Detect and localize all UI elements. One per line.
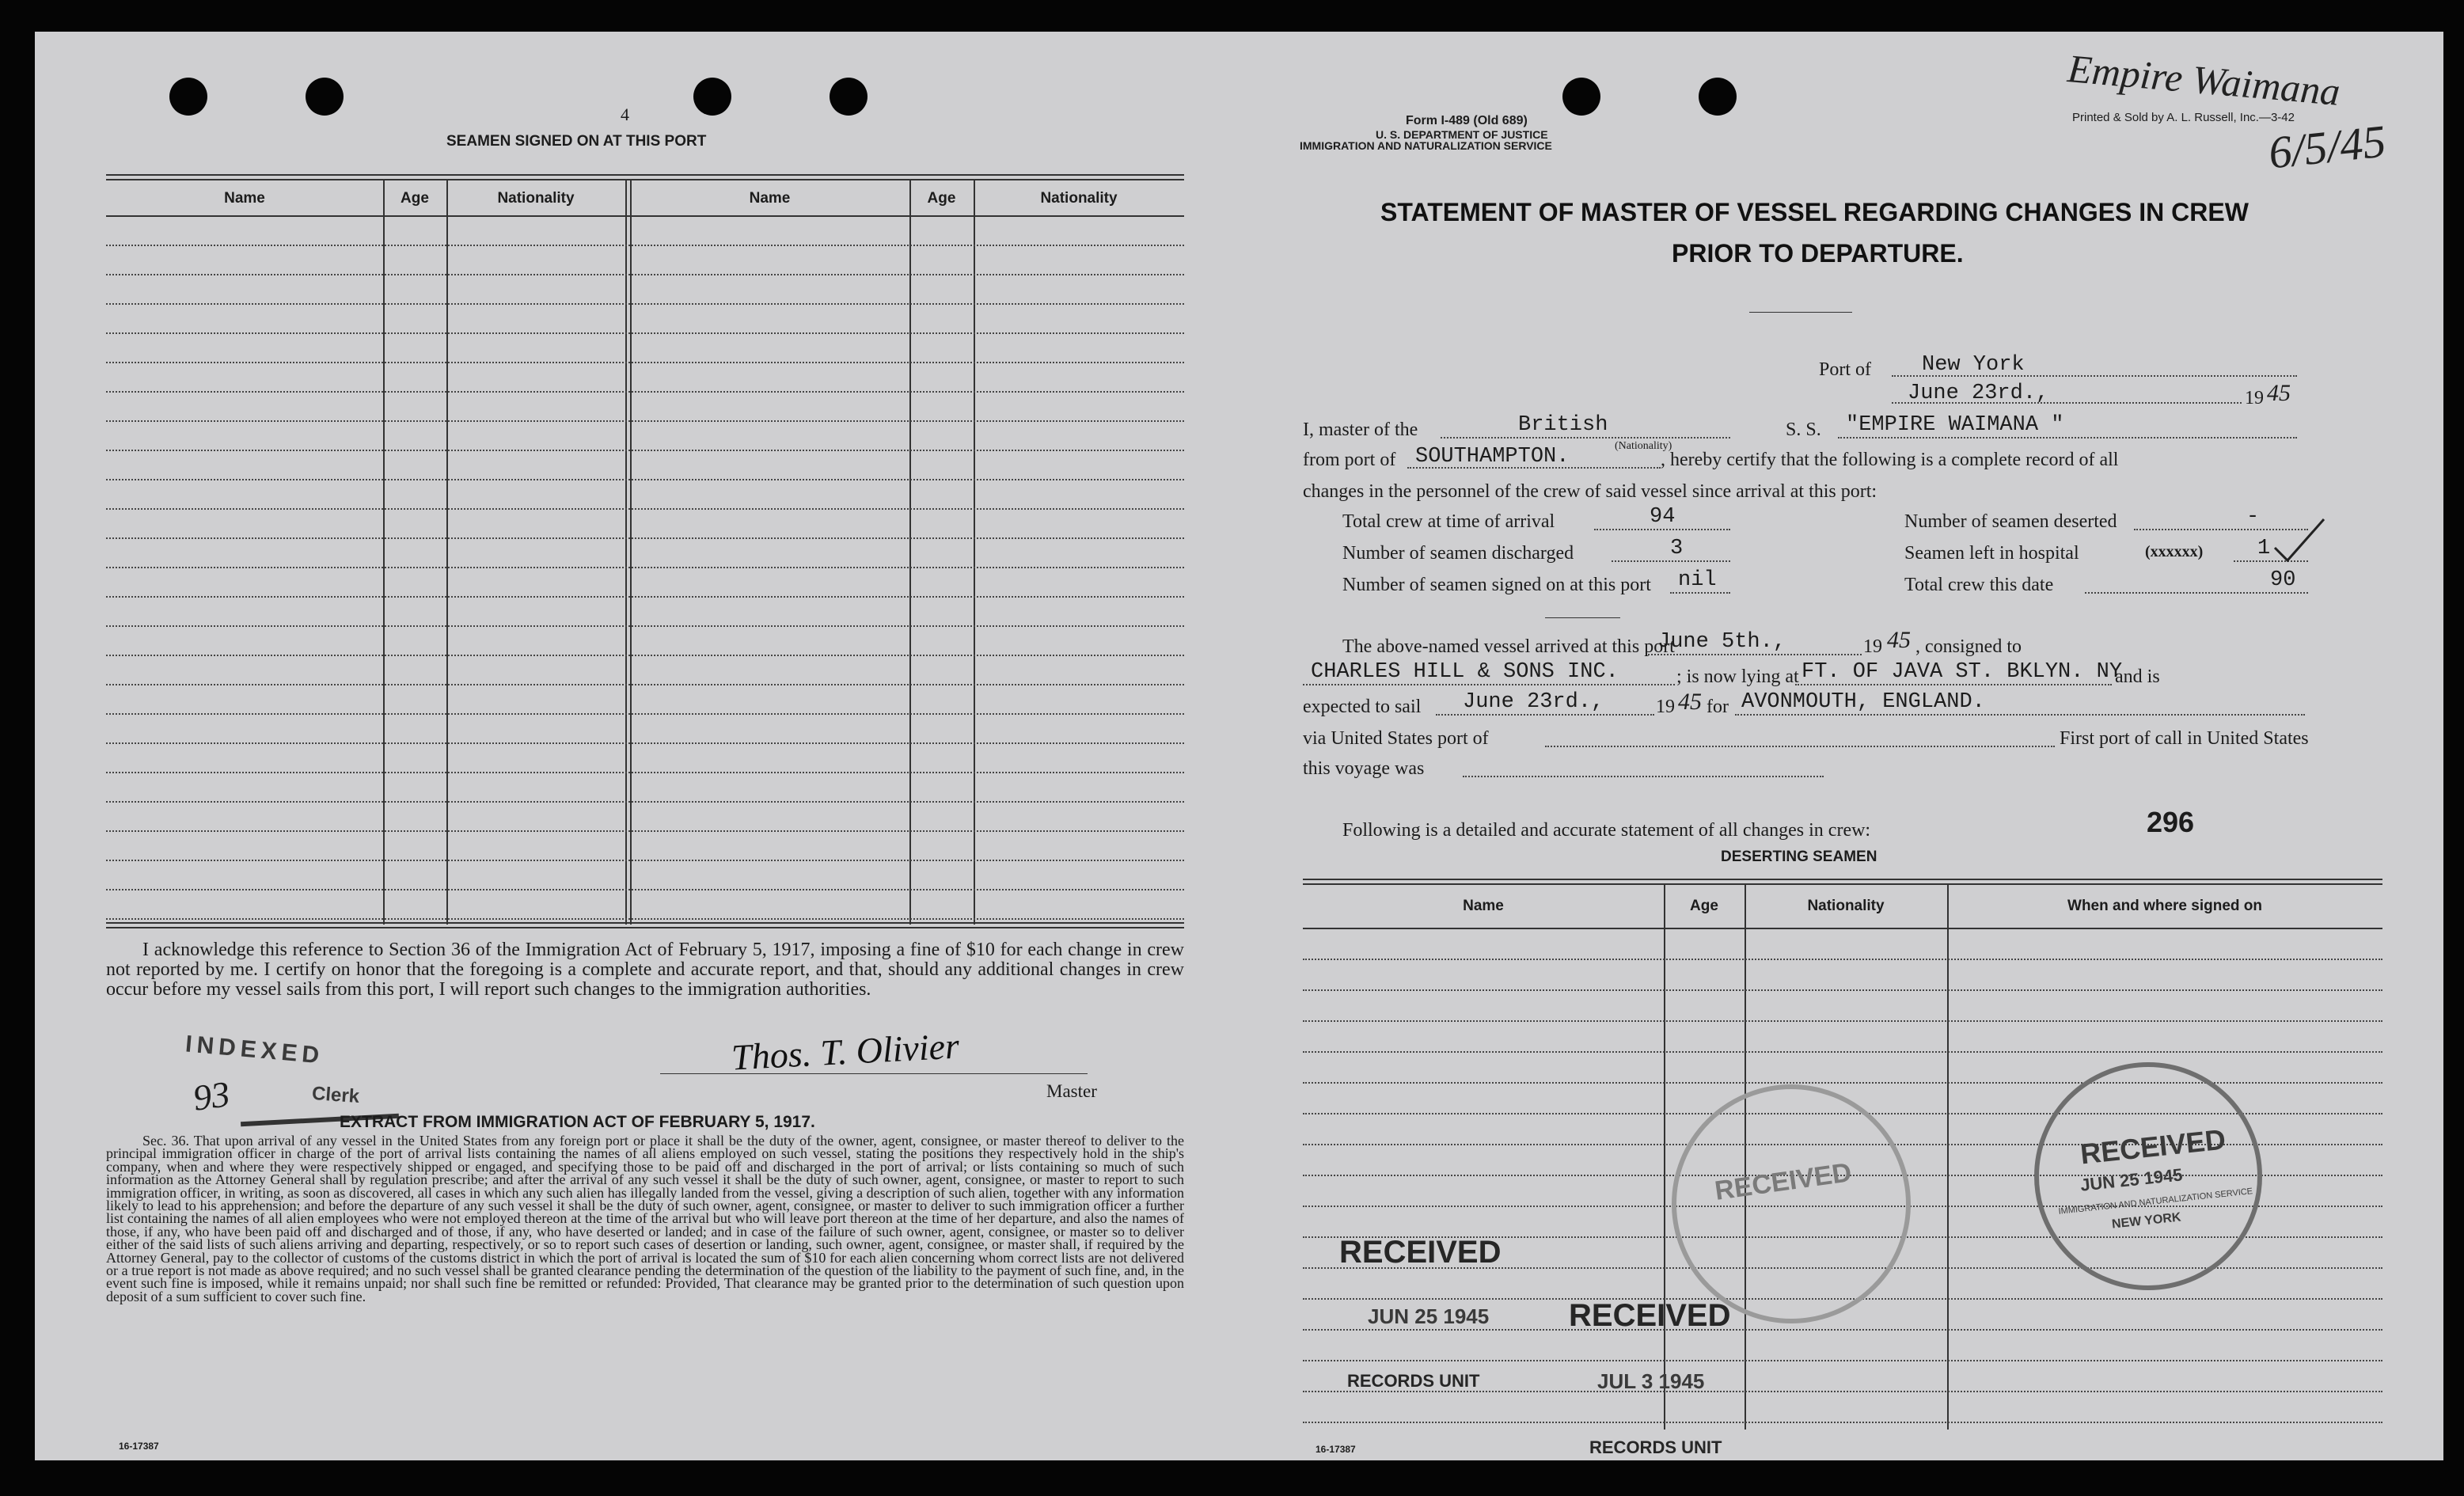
round-stamp-received: RECEIVED xyxy=(2079,1122,2227,1171)
discharged-value: 3 xyxy=(1670,537,1684,560)
table-row xyxy=(106,567,1184,568)
table-row xyxy=(106,860,1184,861)
table-row xyxy=(106,479,1184,480)
consignee: CHARLES HILL & SONS INC. xyxy=(1311,660,1619,684)
arrival-date: June 5th., xyxy=(1657,630,1786,654)
vessel-nationality: British xyxy=(1518,413,1608,437)
column-header-signed-on: When and where signed on xyxy=(2067,898,2262,914)
punch-hole xyxy=(830,78,868,116)
deserted-value: - xyxy=(2246,505,2260,529)
form-code: 16-17387 xyxy=(119,1441,159,1452)
from-port-value: SOUTHAMPTON. xyxy=(1415,445,1570,469)
table-row xyxy=(106,274,1184,275)
round-receipt-stamp xyxy=(2034,1062,2262,1290)
extract-text: Sec. 36. That upon arrival of any vessel in the United States from any foreign port or place it shall be the duty of the owner, agent, consignee, or master thereof to deliver to the principal immigration officer in charge of the port of arrival lists containing the names of all aliens employed on such vessel, stating the positions they respectively hold in the ship's company, when and where they were respectively shipped or engaged, and specifying those to be paid off and discharged in the port of arrival; or lists containing so much of such information as the Attorney General shall by regulation prescribe; and after the arrival of any such vessel it shall be the duty of such owner, agent, consignee, or master to report to such immigration officer, in writing, as soon as discovered, all cases in which any such alien has illegally landed from the vessel, giving a description of such alien, together with any information likely to lead to his apprehension; and before the departure of any such vessel it shall be the duty of such owner, agent, consignee, or master to deliver to such immigration officer a further list containing the names of all alien employees who were not employed thereon at the time of the arrival but who will leave port thereon at the time of her departure, and also the names of those, if any, who have been paid off and discharged and of those, if any, who have deserted or landed; and in case of the failure of such owner, agent, consignee, or master so to deliver either of the said lists of such aliens arriving and departing, respectively, or so to report such cases of desertion or landing, such owner, agent, consignee, or master shall, if required by the Attorney General, pay to the collector of customs of the customs district in which the port of arrival is located the sum of $10 for each alien concerning whom correct lists are not delivered or a true report is not made as above required; and no such vessel shall be granted clearance pending the determination of the question of the liability to the payment of such fine, and, in the event such fine is imposed, while it remains unpaid; nor shall such fine be remitted or refunded: Provided, That clearance may be granted prior to the determination of such question upon deposit of a sum sufficient to cover such fine. xyxy=(106,1133,1184,1304)
table-row xyxy=(106,889,1184,890)
form-title-line2: PRIOR TO DEPARTURE. xyxy=(1672,239,1964,268)
total-crew-date-label: Total crew this date xyxy=(1904,575,2054,595)
table-row xyxy=(106,508,1184,510)
clerk-stamp: Clerk xyxy=(311,1082,360,1108)
column-header-age: Age xyxy=(401,190,429,207)
column-header-age: Age xyxy=(1690,898,1718,914)
year-suffix: 45 xyxy=(2267,380,2291,406)
nationality-caption: (Nationality) xyxy=(1615,440,1672,452)
certify-text: , hereby certify that the following is a complete record of all xyxy=(1661,450,2119,470)
total-crew-arrival-label: Total crew at time of arrival xyxy=(1342,511,1555,532)
for-label: for xyxy=(1707,697,1729,717)
form-title-line1: STATEMENT OF MASTER OF VESSEL REGARDING CHANGES IN CREW xyxy=(1380,198,2249,226)
table-row xyxy=(1303,1360,2382,1361)
table-row xyxy=(106,801,1184,803)
column-header-name: Name xyxy=(224,190,265,207)
vessel-name: "EMPIRE WAIMANA " xyxy=(1846,413,2064,437)
table-row xyxy=(1303,1422,2382,1423)
lying-value: FT. OF JAVA ST. BKLYN. NY xyxy=(1801,660,2123,684)
table-row xyxy=(1303,1051,2382,1053)
arrival-year-prefix: 19 xyxy=(1863,636,1882,657)
clerk-handwritten-mark: 93 xyxy=(190,1073,233,1118)
total-crew-date-value: 90 xyxy=(2270,568,2296,592)
destination: AVONMOUTH, ENGLAND. xyxy=(1741,690,1985,714)
arrived-label: The above-named vessel arrived at this port xyxy=(1342,636,1675,657)
indexed-stamp: INDEXED xyxy=(184,1031,325,1069)
master-signature: Thos. T. Olivier xyxy=(730,1025,961,1078)
handwritten-ship-name: Empire Waimana xyxy=(2066,46,2342,114)
punch-hole xyxy=(306,78,344,116)
department: U. S. DEPARTMENT OF JUSTICE xyxy=(1376,128,1548,141)
table-row xyxy=(1303,989,2382,991)
round-stamp-faint: RECEIVED xyxy=(1672,1084,1911,1323)
form-code: 16-17387 xyxy=(1316,1444,1356,1455)
table-row xyxy=(106,625,1184,627)
round-stamp-service: IMMIGRATION AND NATURALIZATION SERVICE xyxy=(2058,1187,2253,1217)
table-row xyxy=(106,684,1184,685)
punch-hole xyxy=(693,78,731,116)
received-stamp: RECEIVED xyxy=(1339,1235,1502,1270)
punch-hole xyxy=(169,78,207,116)
received-stamp-2: RECEIVED xyxy=(1569,1298,1731,1333)
table-row xyxy=(106,655,1184,656)
port-label: Port of xyxy=(1819,359,1871,380)
lying-label: ; is now lying at xyxy=(1676,666,1799,687)
hospital-value: 1 xyxy=(2257,537,2271,560)
column-header-nationality: Nationality xyxy=(497,190,575,207)
table-row xyxy=(106,332,1184,334)
column-header-nationality-2: Nationality xyxy=(1040,190,1118,207)
checkmark-icon xyxy=(2272,516,2327,564)
column-header-nationality: Nationality xyxy=(1807,898,1885,914)
round-stamp-date: JUN 25 1945 xyxy=(2079,1164,2184,1195)
right-page xyxy=(1228,32,2443,1460)
signed-on-label: Number of seamen signed on at this port xyxy=(1342,575,1651,595)
table-row xyxy=(1303,1329,2382,1331)
table-row xyxy=(106,391,1184,393)
left-page xyxy=(35,32,1228,1460)
section-title: SEAMEN SIGNED ON AT THIS PORT xyxy=(446,133,707,150)
signed-on-value: nil xyxy=(1678,568,1717,592)
sail-date: June 23rd., xyxy=(1463,690,1604,714)
and-is-text: and is xyxy=(2115,666,2160,687)
discharged-label: Number of seamen discharged xyxy=(1342,543,1574,564)
deserting-title: DESERTING SEAMEN xyxy=(1721,849,1877,865)
handwritten-date: 6/5/45 xyxy=(2266,115,2389,179)
table-row xyxy=(1303,1020,2382,1022)
acknowledgement-text: I acknowledge this reference to Section 36 of the Immigration Act of February 5, 1917, imposing a fine of $10 for each change in crew not reported by me. I certify on honor that the foregoing is a complete and accurate report, and that, should any additional changes in crew occur before my vessel sails from this port, I will report such changes to the immigration authorities. xyxy=(106,940,1184,1000)
received-date-stamp: JUN 25 1945 xyxy=(1368,1304,1490,1328)
extract-title: EXTRACT FROM IMMIGRATION ACT OF FEBRUARY 5, 1917. xyxy=(340,1113,815,1131)
column-header-name: Name xyxy=(1463,898,1504,914)
table-row xyxy=(106,537,1184,539)
form-number: Form I-489 (Old 689) xyxy=(1406,114,1528,127)
deserted-label: Number of seamen deserted xyxy=(1904,511,2117,532)
following-text: Following is a detailed and accurate statement of all changes in crew: xyxy=(1342,820,1871,841)
master-label: Master xyxy=(1046,1081,1097,1101)
from-port-label: from port of xyxy=(1303,450,1396,470)
departure-date: June 23rd., xyxy=(1908,382,2049,405)
records-unit-footer: RECORDS UNIT xyxy=(1589,1437,1722,1457)
arrival-year: 45 xyxy=(1887,627,1911,653)
service: IMMIGRATION AND NATURALIZATION SERVICE xyxy=(1300,139,1552,152)
table-row xyxy=(106,420,1184,422)
expected-label: expected to sail xyxy=(1303,697,1422,717)
punch-hole xyxy=(1562,78,1600,116)
table-row xyxy=(106,362,1184,363)
table-row xyxy=(106,245,1184,246)
sail-year: 45 xyxy=(1678,689,1702,715)
port-value: New York xyxy=(1922,353,2025,377)
hospital-note: (xxxxxx) xyxy=(2145,543,2204,560)
hospital-label: Seamen left in hospital xyxy=(1904,543,2079,564)
table-row xyxy=(106,450,1184,451)
column-header-age-2: Age xyxy=(927,190,956,207)
table-row xyxy=(106,742,1184,744)
consigned-label: , consigned to xyxy=(1915,636,2022,657)
table-row xyxy=(106,830,1184,832)
via-label: via United States port of xyxy=(1303,728,1489,749)
total-crew-arrival-value: 94 xyxy=(1650,505,1676,529)
changes-text: changes in the personnel of the crew of said vessel since arrival at this port: xyxy=(1303,481,1877,502)
sail-year-prefix: 19 xyxy=(1656,697,1675,717)
page-number: 4 xyxy=(621,104,629,124)
page-mark: 296 xyxy=(2147,806,2195,838)
first-port-label: First port of call in United States xyxy=(2060,728,2309,749)
round-stamp-city: NEW YORK xyxy=(2111,1210,2182,1232)
year-prefix: 19 xyxy=(2245,388,2264,408)
table-row xyxy=(1303,959,2382,960)
table-row xyxy=(1303,1082,2382,1084)
records-unit-stamp: RECORDS UNIT xyxy=(1347,1371,1480,1391)
printer-credit: Printed & Sold by A. L. Russell, Inc.—3-42 xyxy=(2072,111,2295,124)
punch-hole xyxy=(1699,78,1737,116)
table-row xyxy=(106,303,1184,305)
column-header-name-2: Name xyxy=(749,190,791,207)
table-row xyxy=(106,918,1184,920)
table-row xyxy=(106,772,1184,773)
ss-label: S. S. xyxy=(1786,420,1821,440)
table-row xyxy=(106,713,1184,715)
table-row xyxy=(106,596,1184,598)
master-of-label: I, master of the xyxy=(1303,420,1418,440)
this-voyage-label: this voyage was xyxy=(1303,758,1425,779)
received-date-stamp-2: JUL 3 1945 xyxy=(1597,1369,1705,1393)
